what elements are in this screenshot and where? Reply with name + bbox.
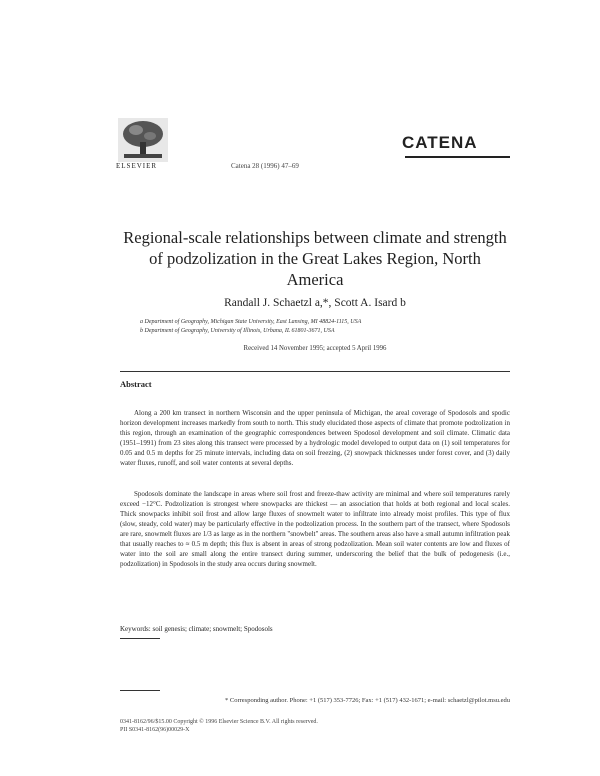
- abstract-heading: Abstract: [120, 379, 152, 389]
- copyright-line: 0341-8162/96/$15.00 Copyright © 1996 Elsevier Science B.V. All rights reserved.: [120, 719, 318, 725]
- publisher-name: ELSEVIER: [116, 162, 158, 170]
- affiliation-b: b Department of Geography, University of Illinois, Urbana, IL 61801-3671, USA: [140, 327, 335, 334]
- footnote-rule: [120, 690, 160, 691]
- affiliations: [140, 318, 510, 335]
- journal-citation: Catena 28 (1996) 47–69: [231, 162, 299, 170]
- copyright-block: [120, 718, 510, 734]
- elsevier-tree-logo: [118, 118, 168, 162]
- keywords: Keywords: soil genesis; climate; snowmelt; Spodosols: [120, 625, 273, 633]
- corresponding-author-note: * Corresponding author. Phone: +1 (517) 353-7726; Fax: +1 (517) 432-1671; e-mail: schaetzl@pilot.msu.edu: [224, 697, 510, 704]
- journal-title: CATENA: [402, 133, 478, 152]
- abstract-rule-top: [120, 371, 510, 372]
- header-rule: [405, 156, 510, 158]
- received-dates: Received 14 November 1995; accepted 5 April 1996: [243, 345, 387, 352]
- abstract-paragraph-1: Along a 200 km transect in northern Wisconsin and the upper peninsula of Michigan, the areal coverage of Spodosols and spodic horizon development increases markedly from south to north. This study elucidated those aspects of climate that promote podzolization in this region, through an examination of the geographic correspondences between Spodosol development and soil climate. Climatic data (1951–1991) from 23 sites along this transect were processed by a hydrologic model developed to output data on (1) soil temperatures for 0.05 and 0.5 m depths for 25 minute intervals, including data on soil freezing, (2) snowpack thicknesses under forest cover, and (3) daily water fluxes, runoff, and soil water contents at several depths.: [120, 409, 510, 467]
- affiliation-a: a Department of Geography, Michigan State University, East Lansing, MI 48824-1115, USA: [140, 319, 362, 325]
- author-list: Randall J. Schaetzl a,*, Scott A. Isard b: [224, 297, 406, 309]
- keywords-rule: [120, 638, 160, 639]
- article-title: Regional-scale relationships between climate and strength of podzolization in the Great Lakes Region, North America: [123, 228, 507, 289]
- pii-line: PII S0341-8162(96)00029-X: [120, 727, 190, 733]
- abstract-paragraph-2: Spodosols dominate the landscape in areas where soil frost and freeze-thaw activity are minimal and where soil temperatures rarely exceed −12°C. Podzolization is strongest where snowpacks are thickest — an association that holds at both regional and local scales. Thick snowpacks inhibit soil frost and allow large fluxes of snowmelt water to infiltrate into already moist profiles. This type of flux (slow, steady, cold water) may be particularly effective in the podzolization process. In the southern part of the transect, where Spodosols are rare, snowmelt fluxes are 1/3 as large as in the northern "snowbelt" areas. The southern areas also have a small autumn infiltration peak that usually reaches to ≈ 0.5 m depth; this flux is absent in areas of strong podzolization. Mean soil water contents are low and fluxes of water into the soil are small along the entire transect during summer, underscoring the belief that the bulk of pedogenesis (i.e., podzolization) in Spodosols in the study area occurs during snowmelt.: [120, 490, 510, 568]
